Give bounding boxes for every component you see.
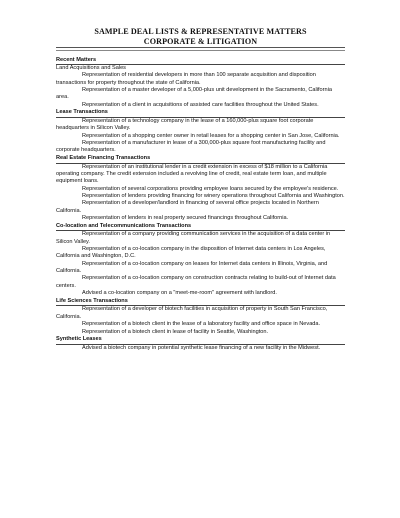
matter-entry: Representation of a company providing communication services in the acquisition of a data center in Silicon Valley.: [56, 231, 331, 245]
matter-entry: Representation of a shopping center owner in retail leases for a shopping center in San Jose, California.: [82, 132, 340, 139]
matter-entry: Representation of a developer of biotech facilities in acquisition of property in South San Francisco, California.: [56, 306, 328, 320]
matter-entry: Representation of residential developers in more than 100 separate acquisition and disposition transactions for property throughout the state of California.: [56, 72, 316, 86]
matter-entry: Advised a co-location company on a "meet-me-room" agreement with landlord.: [82, 290, 277, 297]
matter-entry: Representation of a biotech client in the lease of a laboratory facility and office space in Nevada.: [82, 321, 321, 328]
matter-entry: Representation of a client in acquisitions of assisted care facilities throughout the United States.: [82, 101, 319, 108]
matter-entry: Representation of several corporations providing employee loans secured by the employee's residence.: [82, 185, 339, 192]
matter-entry: Representation of a master developer of a 5,000-plus unit development in the Sacramento, California area.: [56, 86, 333, 101]
document-title-line2: CORPORATE & LITIGATION: [143, 36, 258, 46]
title-divider: [56, 47, 345, 48]
matter-entry: Representation of lenders providing financing for winery operations throughout California and Washington.: [82, 193, 345, 199]
sections-container: [56, 65, 345, 352]
matter-entry: Advised a biotech company in potential synthetic lease financing of a new facility in the Midwest.: [82, 344, 321, 351]
section-heading: Co-location and Telecommunications Transactions: [56, 223, 345, 232]
recent-matters-heading: Recent Matters: [56, 57, 345, 66]
matter-entry: Representation of a co-location company in the disposition of Internet data centers in Los Angeles, California and Washington, D.C.: [56, 246, 326, 260]
matter-entry: Representation of a co-location company on leases for Internet data centers in Illinois, Virginia, and California.: [56, 260, 328, 275]
matter-entry: Representation of a manufacturer in lease of a 300,000-plus square foot manufacturing facility and corporate headquarters.: [56, 139, 326, 154]
matter-entry: Representation of lenders in real property secured financings throughout California.: [82, 215, 289, 222]
title-divider-thin: [56, 50, 345, 51]
matter-entry: Representation of a developer/landlord in financing of several office projects located in Northern California.: [56, 200, 319, 214]
section-heading: Lease Transactions: [56, 109, 345, 118]
section-heading: Synthetic Leases: [56, 336, 345, 345]
matter-entry: Representation of a technology company in the lease of a 160,000-plus square foot corporate headquarters in Silicon Valley.: [56, 117, 314, 132]
document-title-line1: SAMPLE DEAL LISTS & REPRESENTATIVE MATTERS: [94, 27, 307, 36]
section-heading: Real Estate Financing Transactions: [56, 155, 345, 164]
matter-entry: Representation of a biotech client in lease of facility in Seattle, Washington.: [82, 328, 269, 335]
matter-entry: Representation of a co-location company on construction contracts relating to build-out of Internet data centers.: [56, 275, 336, 289]
matter-entry: Representation of an institutional lender in a credit extension in excess of $18 million to a California operating company. The credit extension included a revolving line of credit, real estate term loan, and multiple equipment loans.: [56, 163, 328, 185]
section-heading: Life Sciences Transactions: [56, 298, 345, 307]
section-heading: Land Acquisitions and Sales: [56, 65, 126, 72]
